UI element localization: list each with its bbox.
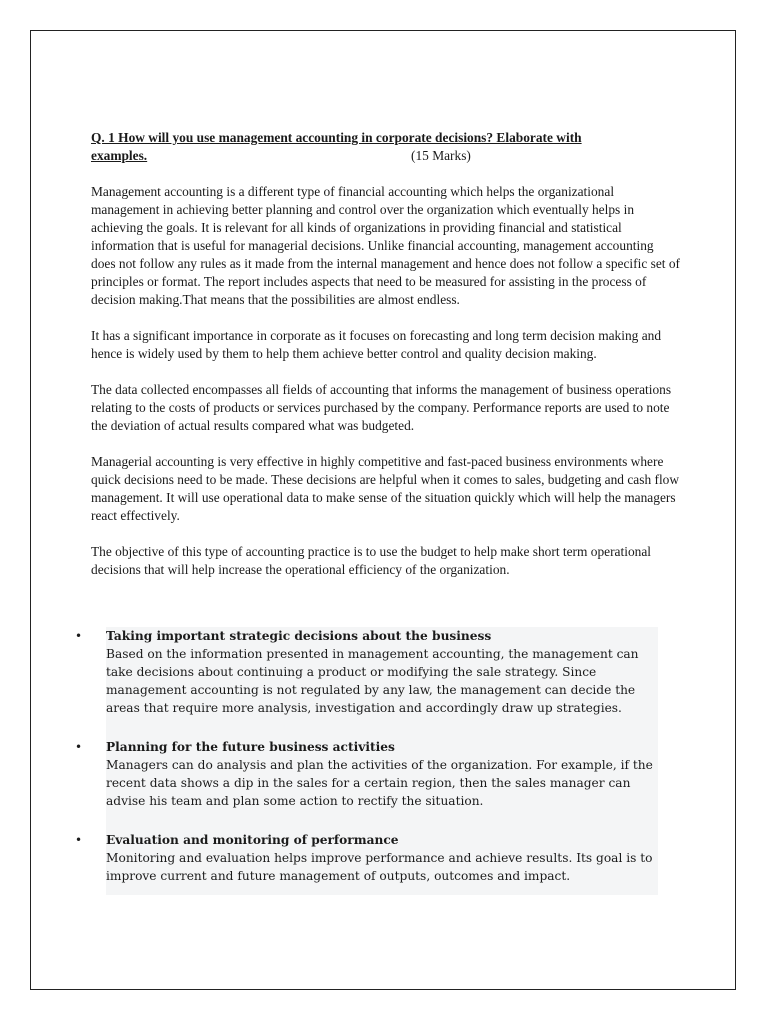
list-item: [75, 627, 658, 717]
document-content: [91, 129, 681, 579]
list-item-body: Based on the information presented in management accounting, the management can take decisions about continuing a product or modifying the sale strategy. Since management accounting is not regulated by any law, the management can decide the areas that require more analysis, investigation and accordingly draw up strategies.: [106, 647, 639, 715]
document-page: [30, 30, 736, 990]
question-marks: (15 Marks): [411, 148, 471, 163]
list-item: [75, 738, 658, 810]
list-item-heading: Evaluation and monitoring of performance: [106, 833, 399, 847]
paragraph-data: The data collected encompasses all fields of accounting that informs the management of business operations relating to the costs of products or services purchased by the company. Performance reports are used to note the deviation of actual results compared what was budgeted.: [91, 382, 672, 433]
bullet-icon: •: [75, 833, 83, 847]
paragraph-effectiveness: Managerial accounting is very effective in highly competitive and fast-paced business environments where quick decisions need to be made. These decisions are helpful when it comes to sales, budgeting and cash flow management. It will use operational data to make sense of the situation quickly which will help the managers react effectively.: [91, 454, 680, 523]
bullet-icon: •: [75, 740, 83, 754]
list-item-heading: Taking important strategic decisions about the business: [106, 629, 492, 643]
question-title: Q. 1 How will you use management accounting in corporate decisions? Elaborate with: [91, 130, 582, 145]
list-item-body: Managers can do analysis and plan the activities of the organization. For example, if the recent data shows a dip in the sales for a certain region, then the sales manager can advise his team and plan some action to rectify the situation.: [106, 758, 653, 808]
paragraph-definition: Management accounting is a different type of financial accounting which helps the organizational management in achieving better planning and control over the organization which eventually helps in achieving the goals. It is relevant for all kinds of organizations in providing financial and statistical information that is useful for managerial decisions. Unlike financial accounting, management accounting does not follow any rules as it made from the internal management and hence does not follow a specific set of principles or format. The report includes aspects that need to be measured for assisting in the process of decision making.That means that the possibilities are almost endless.: [91, 184, 681, 307]
question-title-continued: [91, 147, 681, 165]
paragraph-importance: It has a significant importance in corporate as it focuses on forecasting and long term decision making and hence is widely used by them to help them achieve better control and quality decision making.: [91, 328, 662, 361]
paragraph-objective: The objective of this type of accounting practice is to use the budget to help make short term operational decisions that will help increase the operational efficiency of the organization.: [91, 544, 652, 577]
bullet-list: [75, 627, 658, 895]
list-item: [75, 831, 658, 885]
bullet-icon: •: [75, 629, 83, 643]
question-title-end: examples.: [91, 148, 148, 163]
list-item-heading: Planning for the future business activities: [106, 740, 395, 754]
list-item-body: Monitoring and evaluation helps improve performance and achieve results. Its goal is to improve current and future management of outputs, outcomes and impact.: [106, 851, 653, 883]
